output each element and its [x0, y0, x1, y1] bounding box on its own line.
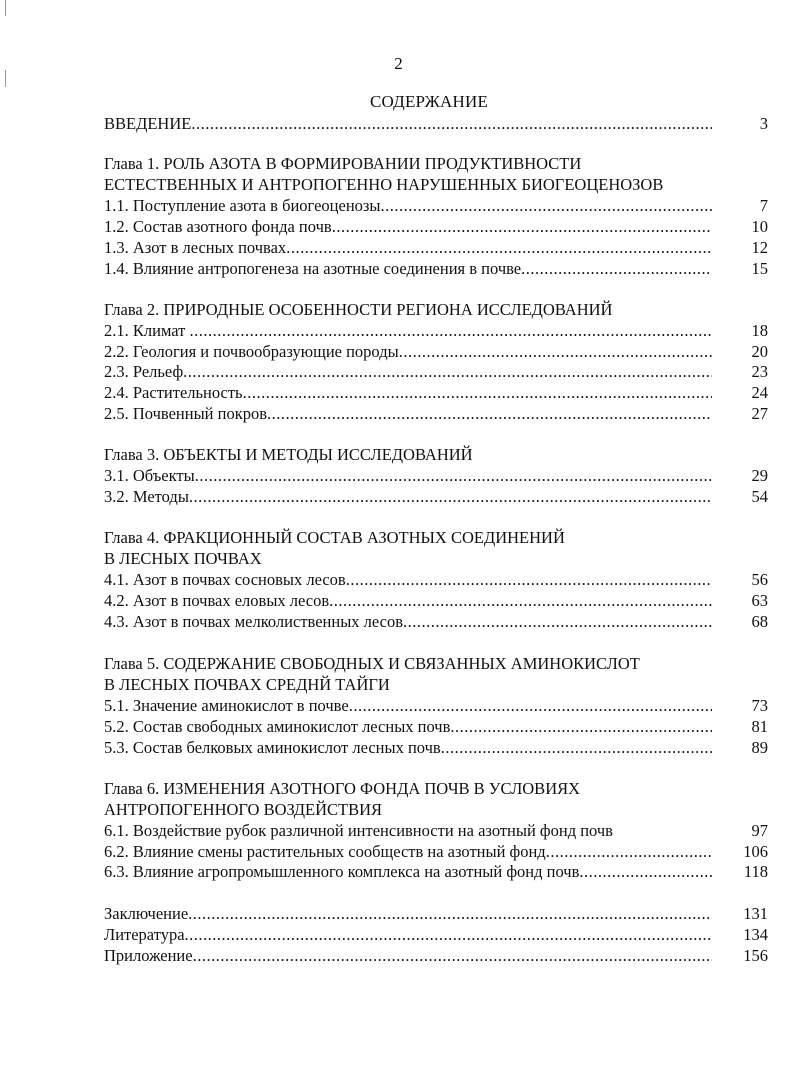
chapter-heading: Глава 6. ИЗМЕНЕНИЯ АЗОТНОГО ФОНДА ПОЧВ В УСЛОВИЯХ: [104, 779, 581, 798]
toc-entry-title: Приложение .....: [104, 945, 712, 966]
chapter-heading-cont: АНТРОПОГЕННОГО ВОЗДЕЙСТВИЯ: [104, 800, 383, 819]
toc-entry-title: 2.3. Рельеф .....: [104, 361, 712, 382]
toc-entry-page: 24: [751, 383, 768, 402]
toc-entry-page: 29: [751, 466, 768, 485]
toc-entry-page: 18: [751, 321, 768, 340]
toc-entry-title: 1.1. Поступление азота в биогеоценозы .....: [104, 195, 712, 216]
toc-entry-title: 4.3. Азот в почвах мелколиственных лесов .....: [104, 611, 712, 632]
toc-entry: [0, 320, 797, 341]
toc-entry-page: 27: [751, 404, 768, 423]
toc-entry-page: 54: [751, 487, 768, 506]
toc-entry-title: 2.4. Растительность .....: [104, 382, 712, 403]
toc-entry-title: 5.1. Значение аминокислот в почве .....: [104, 695, 712, 716]
toc-entry: [0, 590, 797, 611]
toc-entry-title: ВВЕДЕНИЕ .....: [104, 113, 712, 134]
toc-entry-title: 5.3. Состав белковых аминокислот лесных почв .....: [104, 737, 712, 758]
toc-entry-title: 1.4. Влияние антропогенеза на азотные соединения в почве .....: [104, 258, 712, 279]
toc-entry: [0, 695, 797, 716]
toc-entry: [0, 611, 797, 632]
toc-entry-title: 2.5. Почвенный покров .....: [104, 403, 712, 424]
toc-entry: [0, 820, 797, 841]
toc-entry-title: 4.1. Азот в почвах сосновых лесов .....: [104, 569, 712, 590]
toc-entry-page: 106: [743, 842, 768, 861]
toc-entry: [0, 465, 797, 486]
toc-entry: [0, 841, 797, 862]
margin-mark-top: [5, 0, 6, 16]
toc-entry-page: 12: [751, 238, 768, 257]
toc-entry: [0, 569, 797, 590]
toc-entry-conclusion: [0, 903, 797, 924]
toc-entry-page: 131: [743, 904, 768, 923]
toc-entry: [0, 341, 797, 362]
toc-entry: [0, 716, 797, 737]
toc-entry-page: 20: [751, 342, 768, 361]
toc-entry-page: 73: [751, 696, 768, 715]
toc-entry-intro: [0, 113, 797, 134]
toc-entry-page: 81: [751, 717, 768, 736]
toc-entry-title: 3.2. Методы .....: [104, 486, 712, 507]
toc-entry-title: 6.2. Влияние смены растительных сообществ на азотный фонд .....: [104, 841, 712, 862]
toc-entry: [0, 258, 797, 279]
toc-entry-title: Заключение .....: [104, 903, 712, 924]
chapter-heading: Глава 2. ПРИРОДНЫЕ ОСОБЕННОСТИ РЕГИОНА ИССЛЕДОВАНИЙ: [104, 300, 613, 319]
toc-entry: [0, 737, 797, 758]
toc-entry-title: 4.2. Азот в почвах еловых лесов .....: [104, 590, 712, 611]
chapter-heading-cont: ЕСТЕСТВЕННЫХ И АНТРОПОГЕННО НАРУШЕННЫХ БИОГЕОЦЕНОЗОВ: [104, 175, 664, 194]
toc-entry-page: 68: [751, 612, 768, 631]
toc-entry-page: 89: [751, 738, 768, 757]
toc-title: СОДЕРЖАНИЕ: [370, 92, 489, 111]
toc-entry-page: 23: [751, 362, 768, 381]
toc-entry: [0, 195, 797, 216]
chapter-heading: Глава 1. РОЛЬ АЗОТА В ФОРМИРОВАНИИ ПРОДУКТИВНОСТИ: [104, 154, 582, 173]
toc-entry-title: 1.2. Состав азотного фонда почв .....: [104, 216, 712, 237]
toc-entry: [0, 216, 797, 237]
toc-entry: [0, 237, 797, 258]
toc-entry: [0, 861, 797, 882]
toc-entry-title: 1.3. Азот в лесных почвах .....: [104, 237, 712, 258]
toc-entry-page: 63: [751, 591, 768, 610]
toc-entry-title: 5.2. Состав свободных аминокислот лесных почв .....: [104, 716, 712, 737]
page-number: 2: [394, 54, 403, 73]
toc-entry-page: 118: [743, 862, 768, 881]
toc-entry-page: 56: [751, 570, 768, 589]
toc-entry-title: 2.1. Климат .....: [104, 320, 712, 341]
toc-entry: [0, 382, 797, 403]
toc-entry: [0, 486, 797, 507]
toc-entry-title: 3.1. Объекты .....: [104, 465, 712, 486]
toc-entry-title: 2.2. Геология и почвообразующие породы .....: [104, 341, 712, 362]
chapter-heading-cont: В ЛЕСНЫХ ПОЧВАХ: [104, 549, 262, 568]
toc-entry-page: 15: [751, 259, 768, 278]
toc-entry-page: 3: [759, 114, 768, 133]
toc-entry-title: 6.1. Воздействие рубок различной интенсивности на азотный фонд почв: [104, 821, 613, 840]
toc-entry-appendix: [0, 945, 797, 966]
toc-entry-page: 97: [751, 821, 768, 840]
chapter-heading: Глава 4. ФРАКЦИОННЫЙ СОСТАВ АЗОТНЫХ СОЕДИНЕНИЙ: [104, 528, 565, 547]
toc-entry-page: 10: [751, 217, 768, 236]
toc-entry: [0, 361, 797, 382]
toc-entry-title: Литература .....: [104, 924, 712, 945]
chapter-heading-cont: В ЛЕСНЫХ ПОЧВАХ СРЕДНЙ ТАЙГИ: [104, 675, 390, 694]
chapter-heading: Глава 3. ОБЪЕКТЫ И МЕТОДЫ ИССЛЕДОВАНИЙ: [104, 445, 473, 464]
toc-entry-page: 134: [743, 925, 768, 944]
toc-entry-page: 156: [743, 946, 768, 965]
toc-entry-literature: [0, 924, 797, 945]
toc-entry-page: 7: [759, 196, 768, 215]
chapter-heading: Глава 5. СОДЕРЖАНИЕ СВОБОДНЫХ И СВЯЗАННЫХ АМИНОКИСЛОТ: [104, 654, 640, 673]
toc-entry: [0, 403, 797, 424]
toc-entry-title: 6.3. Влияние агропромышленного комплекса на азотный фонд почв .....: [104, 861, 712, 882]
